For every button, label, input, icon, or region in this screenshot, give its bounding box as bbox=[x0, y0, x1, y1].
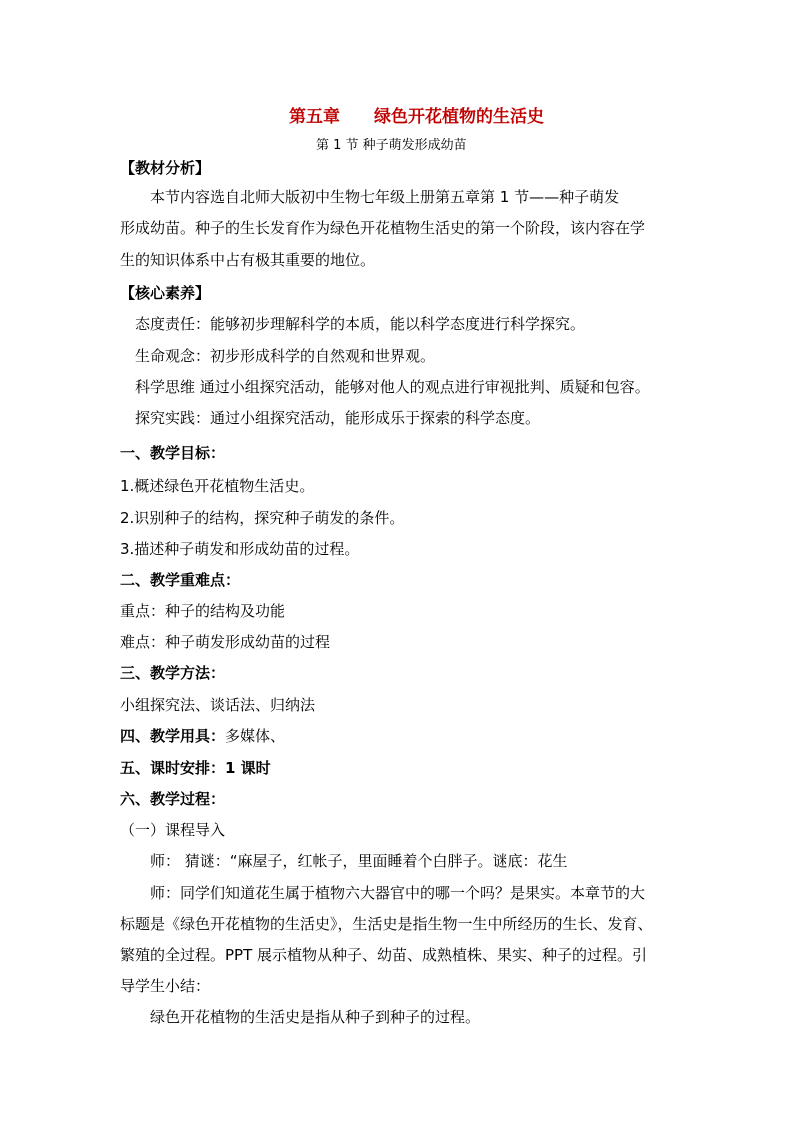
core-literacy-item-1: 态度责任：能够初步理解科学的本质，能以科学态度进行科学探究。 bbox=[135, 315, 586, 333]
teaching-tools-text: 多媒体、 bbox=[225, 727, 286, 745]
teaching-methods-heading: 三、教学方法： bbox=[120, 664, 226, 682]
chapter-name: 绿色开花植物的生活史 bbox=[374, 107, 544, 127]
core-literacy-item-3: 科学思维 通过小组探究活动，能够对他人的观点进行审视批判、质疑和包容。 bbox=[135, 378, 650, 396]
core-literacy-heading: 【核心素养】 bbox=[120, 284, 211, 302]
intro-line-1: 师： 猜谜：“麻屋子，红帐子，里面睡着个白胖子。谜底：花生 bbox=[150, 852, 568, 870]
teaching-goal-3: 3.描述种子萌发和形成幼苗的过程。 bbox=[120, 540, 360, 558]
teaching-tools-heading: 四、教学用具： bbox=[120, 727, 226, 745]
intro-line-4: 繁殖的全过程。PPT 展示植物从种子、幼苗、成熟植株、果实、种子的过程。引 bbox=[120, 946, 648, 964]
textbook-analysis-heading: 【教材分析】 bbox=[120, 159, 211, 177]
intro-line-3: 标题是《绿色开花植物的生活史》，生活史是指生物一生中所经历的生长、发育、 bbox=[120, 915, 653, 933]
schedule-line bbox=[120, 758, 271, 778]
key-point: 重点：种子的结构及功能 bbox=[120, 602, 286, 620]
schedule-heading: 五、课时安排： bbox=[120, 759, 226, 777]
schedule-text: 1 课时 bbox=[225, 759, 271, 777]
textbook-analysis-line-2: 形成幼苗。种子的生长发育作为绿色开花植物生活史的第一个阶段，该内容在学 bbox=[120, 219, 646, 237]
page-title bbox=[289, 106, 544, 128]
intro-line-2: 师：同学们知道花生属于植物六大器官中的哪一个吗？是果实。本章节的大 bbox=[150, 884, 646, 902]
core-literacy-item-4: 探究实践：通过小组探究活动，能形成乐于探索的科学态度。 bbox=[135, 409, 541, 427]
intro-line-5: 导学生小结： bbox=[120, 977, 211, 995]
course-intro-heading: （一）课程导入 bbox=[120, 821, 226, 839]
textbook-analysis-line-1: 本节内容选自北师大版初中生物七年级上册第五章第 1 节——种子萌发 bbox=[150, 188, 620, 206]
teaching-tools-line bbox=[120, 726, 285, 746]
difficult-point: 难点：种子萌发形成幼苗的过程 bbox=[120, 633, 331, 651]
textbook-analysis-line-3: 生的知识体系中占有极其重要的地位。 bbox=[120, 251, 376, 269]
section-title: 第 1 节 种子萌发形成幼苗 bbox=[316, 138, 467, 153]
teaching-methods-text: 小组探究法、谈话法、归纳法 bbox=[120, 696, 316, 714]
chapter-number: 第五章 bbox=[289, 107, 340, 127]
core-literacy-item-2: 生命观念：初步形成科学的自然观和世界观。 bbox=[135, 347, 436, 365]
teaching-goal-1: 1.概述绿色开花植物生活史。 bbox=[120, 477, 315, 495]
teaching-goals-heading: 一、教学目标： bbox=[120, 444, 226, 462]
teaching-process-heading: 六、教学过程： bbox=[120, 790, 226, 808]
key-points-heading: 二、教学重难点： bbox=[120, 571, 241, 589]
intro-line-6: 绿色开花植物的生活史是指从种子到种子的过程。 bbox=[150, 1008, 481, 1026]
teaching-goal-2: 2.识别种子的结构，探究种子萌发的条件。 bbox=[120, 509, 405, 527]
